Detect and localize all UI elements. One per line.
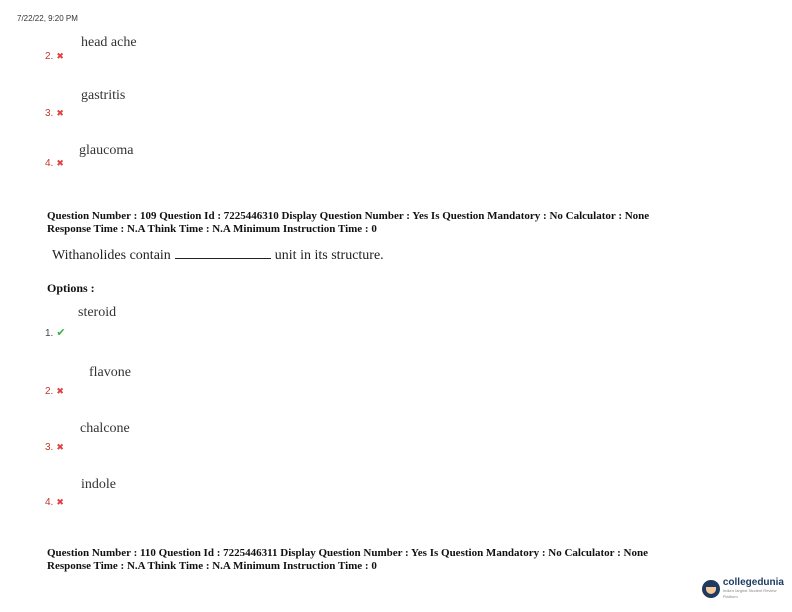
option-number: 4. ✖ (45, 158, 64, 169)
wrong-mark-icon: ✖ (56, 442, 64, 452)
question-text-end: unit in its structure. (274, 248, 384, 263)
correct-check-icon: ✔ (56, 327, 66, 339)
wrong-mark-icon: ✖ (56, 386, 64, 396)
option-text: flavone (89, 365, 131, 380)
option-text: gastritis (81, 88, 126, 103)
question-meta (47, 547, 648, 573)
question-meta-line: Question Number : 109 Question Id : 7225446310 Display Question Number : Yes Is Question Mandatory : No Calculator : None (47, 210, 650, 222)
option-text: chalcone (80, 421, 130, 436)
question-meta-line: Question Number : 110 Question Id : 7225446311 Display Question Number : Yes Is Question Mandatory : No Calculator : None (47, 547, 648, 559)
option-number: 3. ✖ (45, 108, 64, 119)
option-text: steroid (78, 305, 117, 320)
question-text (52, 247, 384, 264)
option-number: 1. ✔ (45, 327, 66, 339)
question-meta-line: Response Time : N.A Think Time : N.A Minimum Instruction Time : 0 (47, 560, 377, 572)
question-meta (47, 210, 649, 236)
question-text-start: Withanolides contain (52, 248, 171, 263)
option-number: 2. ✖ (45, 51, 64, 62)
question-meta-line: Response Time : N.A Think Time : N.A Minimum Instruction Time : 0 (47, 223, 377, 235)
wrong-mark-icon: ✖ (56, 497, 64, 507)
print-timestamp: 7/22/22, 9:20 PM (17, 14, 78, 23)
fill-blank (175, 247, 271, 259)
option-number: 4. ✖ (45, 497, 64, 508)
wrong-mark-icon: ✖ (56, 51, 64, 61)
options-label: Options : (47, 281, 95, 295)
logo-name: collegedunia (722, 577, 784, 588)
collegedunia-logo (702, 578, 792, 600)
option-text: glaucoma (79, 143, 134, 158)
option-text: indole (81, 477, 116, 492)
collegedunia-logo-icon (702, 580, 720, 598)
option-number: 2. ✖ (45, 386, 64, 397)
wrong-mark-icon: ✖ (56, 108, 64, 118)
option-number: 3. ✖ (45, 442, 64, 453)
logo-tagline: India's largest Student Review Platform (722, 588, 777, 599)
option-text: head ache (81, 35, 137, 50)
wrong-mark-icon: ✖ (56, 158, 64, 168)
